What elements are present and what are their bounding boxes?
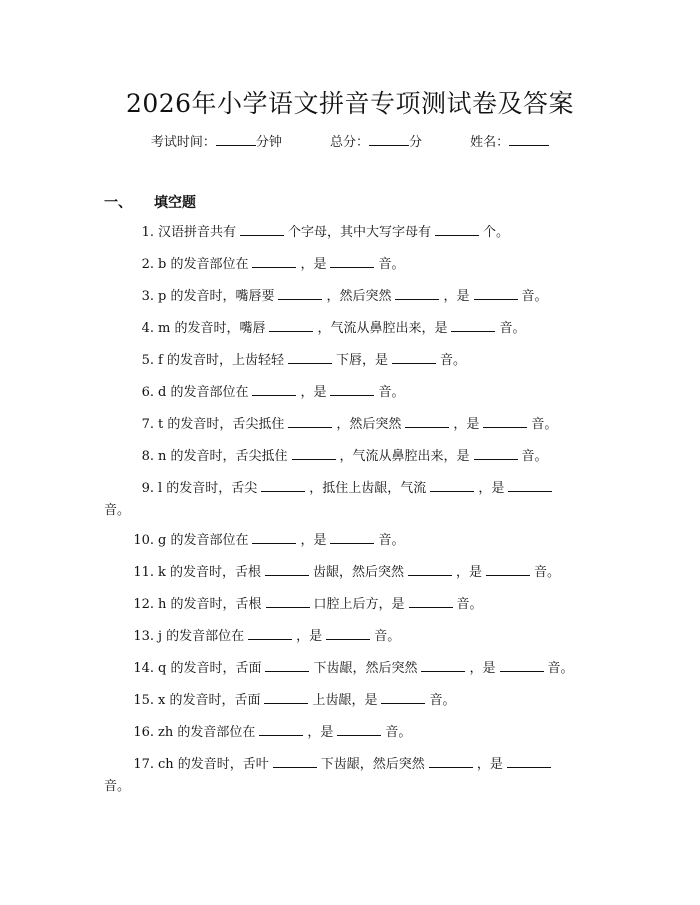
question-item: [104, 722, 596, 744]
question-text: zh 的发音部位在: [158, 725, 256, 740]
question-text: ch 的发音时，舌叶: [158, 757, 269, 772]
question-text: n 的发音时，舌尖抵住: [158, 449, 288, 464]
answer-blank[interactable]: [330, 254, 374, 268]
question-item: [104, 414, 596, 436]
question-text: k 的发音时，舌根: [158, 565, 262, 580]
answer-blank[interactable]: [507, 754, 551, 768]
question-text: ，抵住上齿龈，气流: [309, 481, 427, 496]
answer-blank[interactable]: [288, 350, 332, 364]
question-number: 9.: [141, 481, 154, 496]
question-text: b 的发音部位在: [158, 257, 249, 272]
question-continuation: 音。: [104, 779, 131, 794]
question-number: 12.: [133, 597, 154, 612]
question-text: d 的发音部位在: [158, 385, 249, 400]
answer-blank[interactable]: [266, 594, 310, 608]
section-number: 一、: [104, 195, 132, 211]
question-text: 汉语拼音共有: [158, 225, 237, 240]
question-item: [104, 446, 596, 468]
score-label: 总分：: [329, 135, 369, 150]
question-number: 14.: [133, 661, 154, 676]
question-number: 1.: [141, 225, 154, 240]
question-text: ，是: [456, 565, 483, 580]
answer-blank[interactable]: [252, 382, 296, 396]
question-number: 15.: [133, 693, 154, 708]
answer-blank[interactable]: [486, 562, 530, 576]
question-item: [104, 626, 596, 648]
question-text: 音。: [378, 257, 405, 272]
answer-blank[interactable]: [337, 722, 381, 736]
answer-blank[interactable]: [265, 658, 309, 672]
question-text: 下齿龈，然后突然: [320, 757, 425, 772]
question-number: 6.: [141, 385, 154, 400]
answer-blank[interactable]: [429, 754, 473, 768]
answer-blank[interactable]: [259, 722, 303, 736]
question-text: g 的发音部位在: [158, 533, 249, 548]
question-text: 音。: [547, 661, 574, 676]
question-number: 13.: [133, 629, 154, 644]
answer-blank[interactable]: [435, 222, 479, 236]
answer-blank[interactable]: [474, 286, 518, 300]
answer-blank[interactable]: [508, 478, 552, 492]
answer-blank[interactable]: [278, 286, 322, 300]
answer-blank[interactable]: [474, 446, 518, 460]
answer-blank[interactable]: [240, 222, 284, 236]
name-blank: [509, 133, 549, 146]
question-text: ，是: [300, 257, 327, 272]
answer-blank[interactable]: [261, 478, 305, 492]
question-number: 3.: [141, 289, 154, 304]
question-number: 17.: [133, 757, 154, 772]
question-number: 16.: [133, 725, 154, 740]
question-text: ，然后突然: [336, 417, 402, 432]
name-field: [470, 135, 549, 150]
score-blank: [369, 133, 409, 146]
page-title: 2026年小学语文拼音专项测试卷及答案: [125, 89, 575, 118]
question-text: f 的发音时，上齿轻轻: [158, 353, 284, 368]
answer-blank[interactable]: [395, 286, 439, 300]
question-text: 下齿龈，然后突然: [313, 661, 418, 676]
question-item: [104, 318, 596, 340]
answer-blank[interactable]: [330, 382, 374, 396]
section-title: 填空题: [154, 195, 196, 211]
score-unit: 分: [409, 135, 423, 150]
question-text: ，是: [300, 533, 327, 548]
question-item: [104, 382, 596, 404]
question-text: ，是: [296, 629, 323, 644]
question-text: 音。: [378, 385, 405, 400]
question-item: [104, 222, 596, 244]
answer-blank[interactable]: [451, 318, 495, 332]
answer-blank[interactable]: [248, 626, 292, 640]
question-number: 7.: [141, 417, 154, 432]
question-text: 音。: [521, 449, 548, 464]
question-text: ，气流从鼻腔出来，是: [339, 449, 470, 464]
score-field: [330, 135, 426, 150]
question-continuation: 音。: [104, 503, 131, 518]
question-number: 8.: [141, 449, 154, 464]
answer-blank[interactable]: [252, 530, 296, 544]
question-text: ，是: [453, 417, 480, 432]
question-number: 2.: [141, 257, 154, 272]
question-text: j 的发音部位在: [158, 629, 245, 644]
answer-blank[interactable]: [269, 318, 313, 332]
question-text: 个。: [483, 225, 510, 240]
answer-blank[interactable]: [408, 562, 452, 576]
question-text: l 的发音时，舌尖: [158, 481, 258, 496]
question-text: m 的发音时，嘴唇: [158, 321, 266, 336]
question-text: t 的发音时，舌尖抵住: [158, 417, 285, 432]
question-item: [104, 562, 596, 584]
question-text: 音。: [456, 597, 483, 612]
question-item: [104, 286, 596, 308]
answer-blank[interactable]: [326, 626, 370, 640]
answer-blank[interactable]: [264, 690, 308, 704]
exam-info: [0, 131, 700, 150]
answer-blank[interactable]: [483, 414, 527, 428]
question-text: ，是: [443, 289, 470, 304]
answer-blank[interactable]: [381, 690, 425, 704]
question-text: ，然后突然: [326, 289, 392, 304]
answer-blank[interactable]: [421, 658, 465, 672]
answer-blank[interactable]: [330, 530, 374, 544]
question-number: 5.: [141, 353, 154, 368]
question-item: [104, 754, 596, 798]
question-text: h 的发音时，舌根: [158, 597, 262, 612]
question-text: 下唇，是: [335, 353, 388, 368]
time-field: [151, 135, 286, 150]
question-number: 4.: [141, 321, 154, 336]
question-text: p 的发音时，嘴唇要: [158, 289, 275, 304]
question-text: 口腔上后方，是: [313, 597, 405, 612]
question-text: ，是: [469, 661, 496, 676]
question-number: 10.: [133, 533, 154, 548]
question-text: ，是: [476, 757, 503, 772]
question-item: [104, 350, 596, 372]
question-text: 音。: [534, 565, 561, 580]
answer-blank[interactable]: [288, 414, 332, 428]
time-label: 考试时间：: [150, 135, 216, 150]
question-item: [104, 530, 596, 552]
question-text: 音。: [439, 353, 466, 368]
question-text: ，是: [300, 385, 327, 400]
question-text: 上齿龈，是: [312, 693, 378, 708]
question-text: ，气流从鼻腔出来，是: [317, 321, 448, 336]
question-text: 音。: [521, 289, 548, 304]
answer-blank[interactable]: [265, 562, 309, 576]
question-text: 音。: [429, 693, 456, 708]
question-text: 音。: [499, 321, 526, 336]
time-unit: 分钟: [255, 135, 282, 150]
question-text: 音。: [374, 629, 401, 644]
question-text: q 的发音时，舌面: [158, 661, 262, 676]
answer-blank[interactable]: [409, 594, 453, 608]
question-item: [104, 594, 596, 616]
question-text: 齿龈，然后突然: [313, 565, 405, 580]
answer-blank[interactable]: [500, 658, 544, 672]
question-item: [104, 478, 596, 522]
section-heading: [104, 192, 196, 212]
answer-blank[interactable]: [252, 254, 296, 268]
question-text: 音。: [531, 417, 558, 432]
question-text: ，是: [478, 481, 505, 496]
name-label: 姓名：: [470, 135, 510, 150]
question-number: 11.: [133, 565, 154, 580]
time-blank: [216, 133, 256, 146]
question-item: [104, 690, 596, 712]
question-text: 个字母，其中大写字母有: [288, 225, 432, 240]
question-text: ，是: [307, 725, 334, 740]
question-item: [104, 254, 596, 276]
answer-blank[interactable]: [430, 478, 474, 492]
question-text: 音。: [385, 725, 412, 740]
answer-blank[interactable]: [292, 446, 336, 460]
answer-blank[interactable]: [392, 350, 436, 364]
answer-blank[interactable]: [405, 414, 449, 428]
answer-blank[interactable]: [273, 754, 317, 768]
question-item: [104, 658, 596, 680]
question-text: x 的发音时，舌面: [158, 693, 261, 708]
question-text: 音。: [378, 533, 405, 548]
